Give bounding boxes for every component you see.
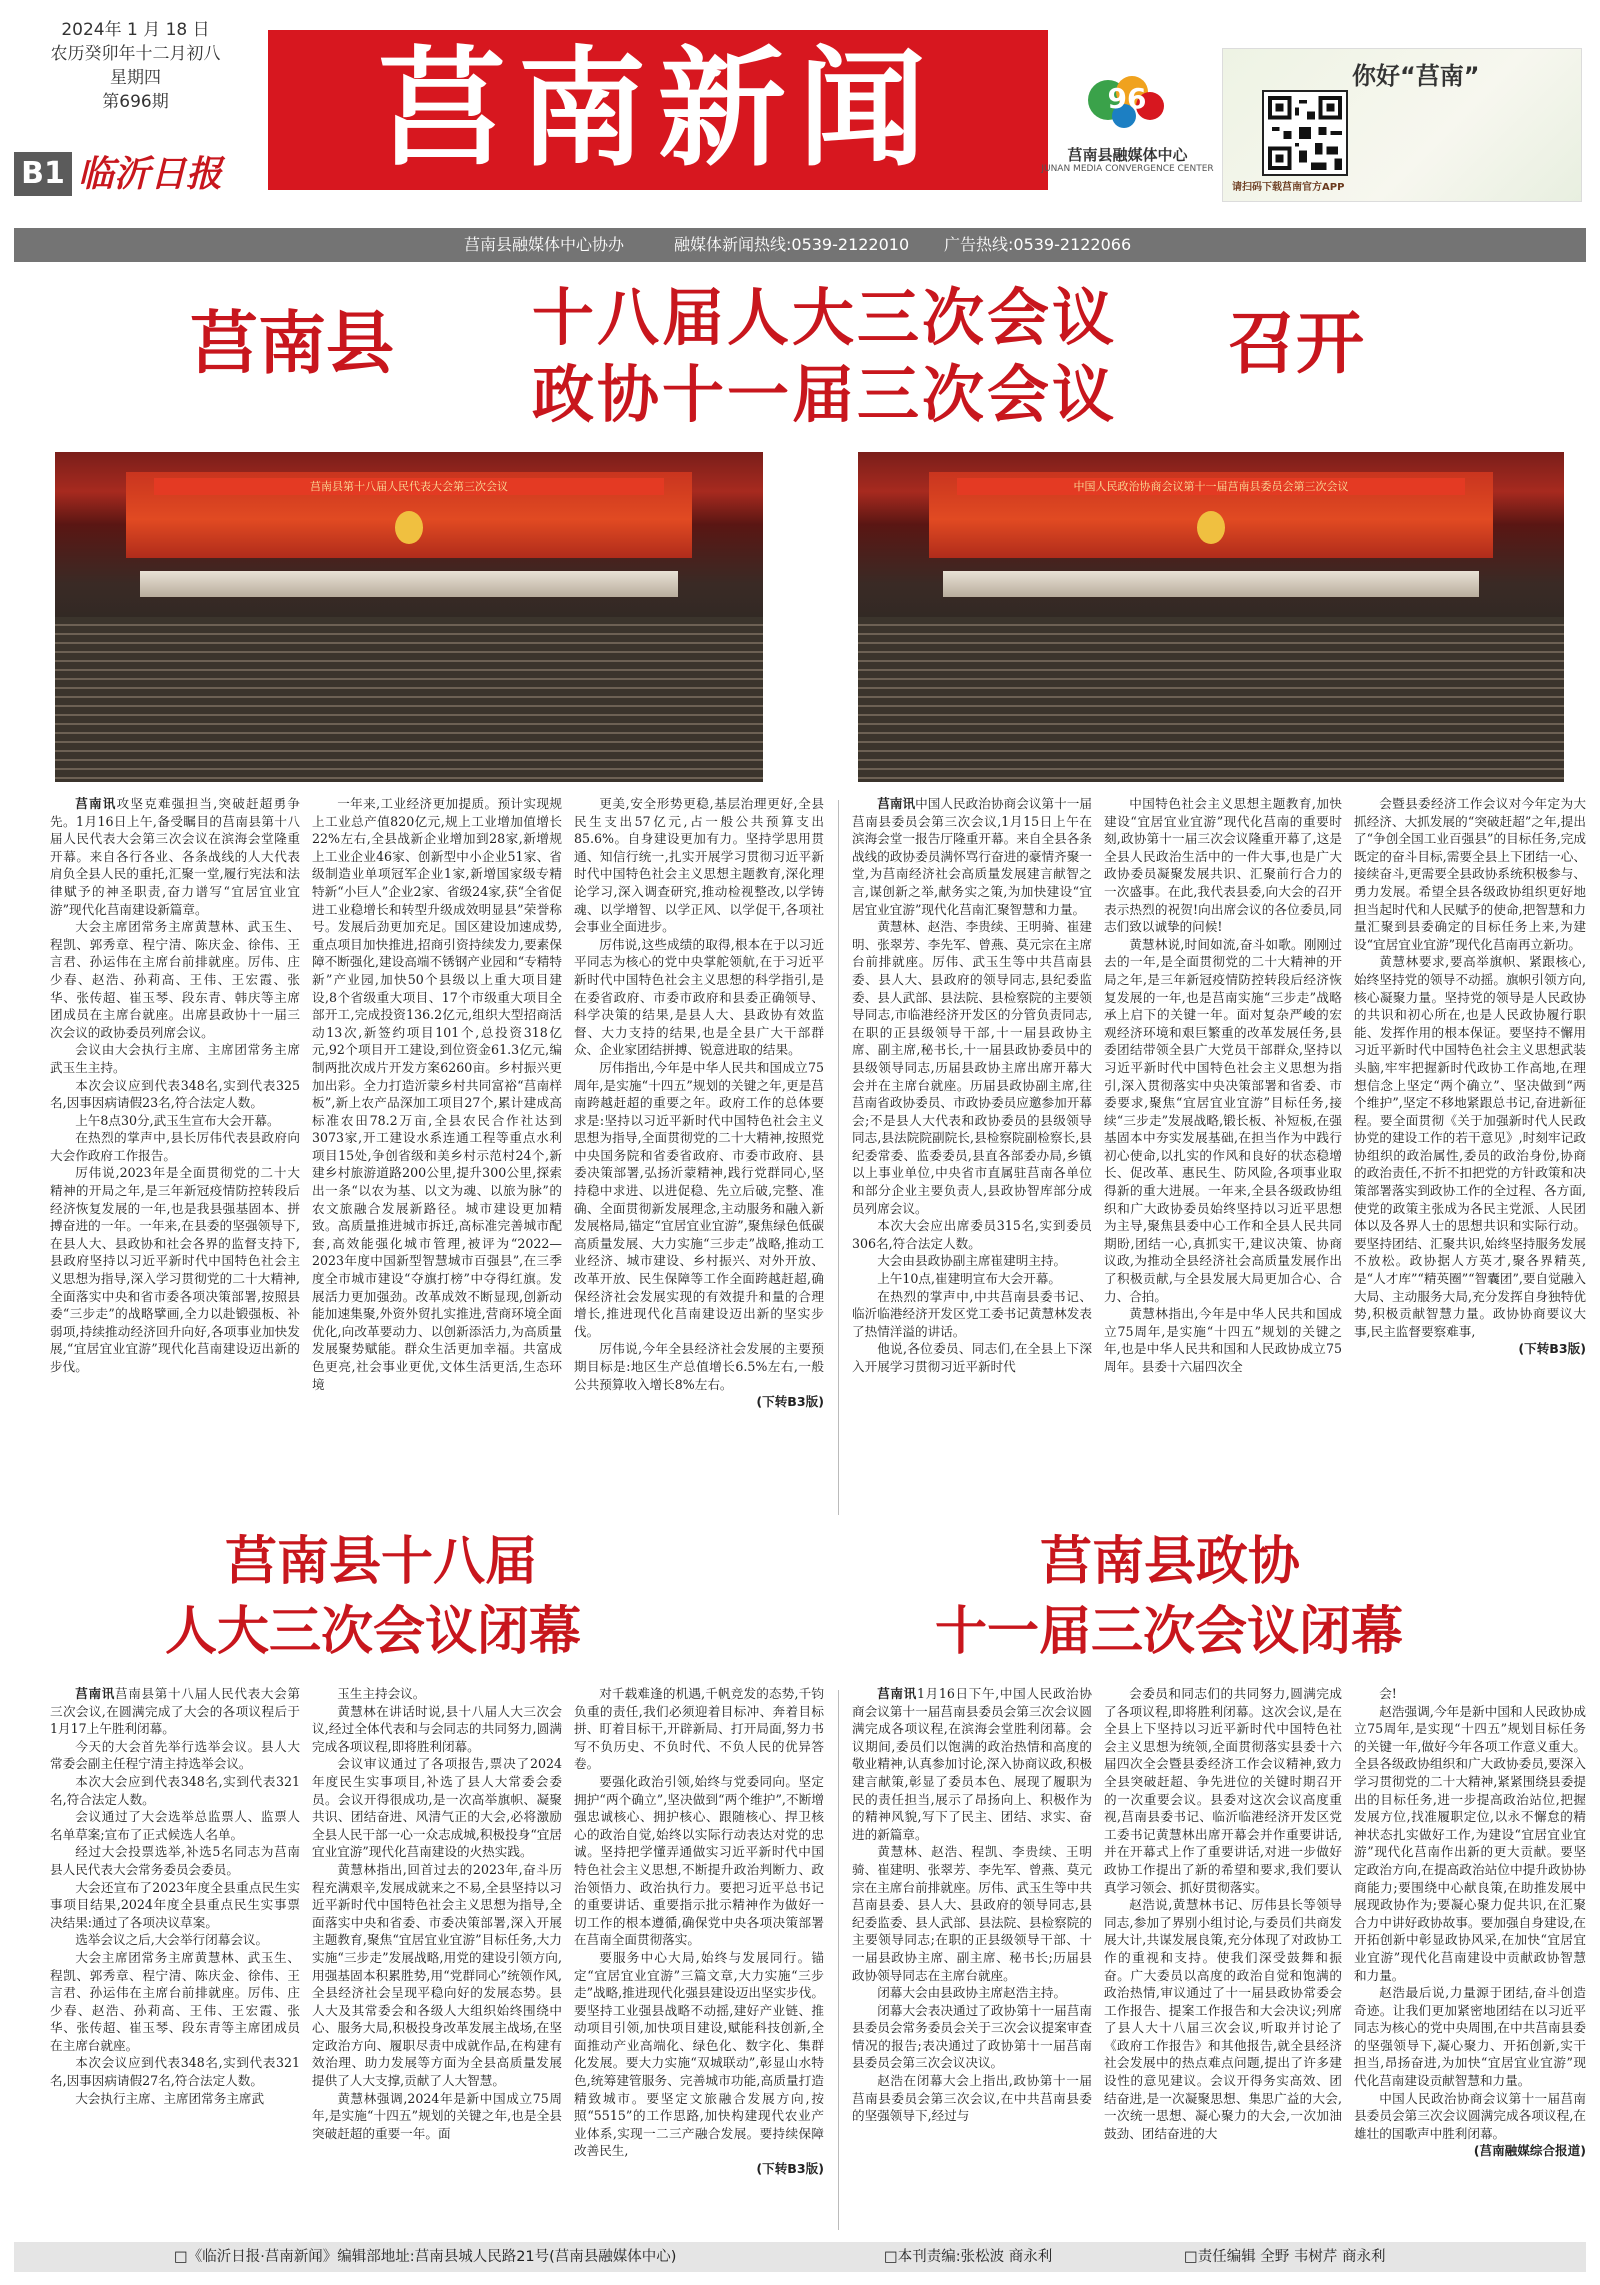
npc-closing-article-col2: 玉生主持会议。 黄慧林在讲话时说,县十八届人大三次会议,经过全体代表和与会同志的共同努力,圆满完成各项议程,即将胜利闭幕。 会议审议通过了各项报告,票决了2024年度民生实事项目,补选了县人大常委会委员。会议开得很成功,是一次高举旗帜、凝聚共识、团结奋进、风清气正的大会,必将激励全县人民干部一心一众志成城,积极投身“宜居宜业宜游”现代化莒南建设的火热实践。 黄慧林指出,回首过去的2023年,奋斗历程充满艰辛,发展成就来之不易,全县坚持以习近平新时代中国特色社会主义思想为指导,全面落实中央和省委、市委决策部署,深入开展主题教育,聚焦“宜居宜业宜游”目标任务,大力实施“三步走”发展战略,用党的建设引领方向,用强基固本积累胜势,用“党群同心”统领作风,全县经济社会呈现平稳向好的发展态势。县人大及其常委会和各级人大组织始终围绕中心、服务大局,积极投身改革发展主战场,在坚定政治方向、履职尽责中成就作品,在构建有效治理、助力发展等方面为全县高质量发展提供了人大支撑,贡献了人大智慧。 黄慧林强调,2024年是新中国成立75周年,是实施“十四五”规划的关键之年,也是全县突破赶超的重要一年。面 xyxy=(312,1686,562,2141)
editorial-address: □《临沂日报·莒南新闻》编辑部地址:莒南县城人民路21号(莒南县融媒体中心) xyxy=(174,2249,677,2265)
column-divider xyxy=(838,1690,839,2230)
chief-editor: □本刊责编:张松波 商永利 xyxy=(884,2249,1053,2265)
cppcc-session-photo xyxy=(858,452,1564,782)
media-center-logo xyxy=(1080,62,1175,132)
npc-opening-article-col3: 更美,安全形势更稳,基层治理更好,全县民生支出57亿元,占一般公共预算支出85.6%。自身建设更加有力。坚持学思用贯通、知信行统一,扎实开展学习贯彻习近平新时代中国特色社会主义思想主题教育,深化理论学习,深入调查研究,推动检视整改,以学铸魂、以学增智、以学正风、以学促干,各项社会事业全面进步。 厉伟说,这些成绩的取得,根本在于以习近平同志为核心的党中央掌舵领航,在于习近平新时代中国特色社会主义思想的科学指引,是在委省政府、市委市政府和县委正确领导、科学决策的结果,是县人大、县政协有效监督、大力支持的结果,也是全县广大干部群众、企业家团结拼搏、锐意进取的结果。 厉伟指出,今年是中华人民共和国成立75周年,是实施“十四五”规划的关键之年,更是莒南跨越赶超的重要之年。政府工作的总体要求是:坚持以习近平新时代中国特色社会主义思想为指导,全面贯彻党的二十大精神,按照党中央国务院和省委省政府、市委市政府、县委决策部署,弘扬沂蒙精神,践行党群同心,坚持稳中求进、以进促稳、先立后破,完整、准确、全面贯彻新发展理念,主动服务和融入新发展格局,锚定“宜居宜业宜游”,聚焦绿色低碳高质量发展、大力实施“三步走”战略,推动工业经济、城市建设、乡村振兴、对外开放、改革开放、民生保障等工作全面跨越赶超,确保经济社会发展实现的有效提升和量的合理增长,推进现代化莒南建设迈出新的坚实步伐。 厉伟说,今年全县经济社会发展的主要预期目标是:地区生产总值增长6.5%左右,一般公共预算收入增长8%左右。 (下转B3版) xyxy=(574,796,824,1410)
media-center-name: 莒南县融媒体中心 xyxy=(1067,146,1188,164)
npc-closing-article-col1: 莒南讯莒南县第十八届人民代表大会第三次会议,在圆满完成了大会的各项议程后于1月17上午胜利闭幕。 今天的大会首先举行选举会议。县人大常委会副主任程宁清主持选举会议。 本次大会应到代表348名,实到代表321名,符合法定人数。 会议通过了大会选举总监票人、监票人名单草案;宣布了正式候选人名单。 经过大会投票选举,补选5名同志为莒南县人民代表大会常务委员会委员。 大会还宣布了2023年度全县重点民生实事项目结果,2024年度全县重点民生实事票决结果:通过了各项决议草案。 选举会议之后,大会举行闭幕会议。 大会主席团常务主席黄慧林、武玉生、程凯、郭秀章、程宁清、陈庆金、徐伟、王言君、孙运伟在主席台前排就座。厉伟、庄少春、赵浩、孙莉高、王伟、王宏霞、张华、张传超、崔玉琴、段东青等主席团成员在主席台就座。 本次会议应到代表348名,实到代表321名,因事因病请假27名,符合法定人数。 大会执行主席、主席团常务主席武 xyxy=(50,1686,300,2106)
npc-session-photo xyxy=(55,452,763,782)
cppcc-opening-article-col1: 莒南讯中国人民政治协商会议第十一届莒南县委员会第三次会议,1月15日上午在滨海会堂一报告厅隆重开幕。来自全县各条战线的政协委员满怀骂行奋进的豪情齐聚一堂,为莒南经济社会高质量发展建言献智之言,谋创新之举,献务实之策,为加快建设“宜居宜业宜游”现代化莒南汇聚智慧和力量。 黄慧林、赵浩、李贵续、王明骑、崔建明、张翠芳、李先军、曾燕、莫元宗在主席台前排就座。厉伟、武玉生等中共莒南县委、县人大、县政府的领导同志,县纪委监委、县人武部、县法院、县检察院的主要领导同志,市临港经济开发区的分管负责同志,在职的正县级领导干部,十一届县政协主席、副主席,秘书长,十一届县政协委员中的县级领导同志,历届县政协主席出席开幕大会并在主席台就座。历届县政协副主席,往莒南省政协委员、市政协委员应邀参加开幕会;不是县人大代表和政协委员的县级领导同志,县法院院副院长,县检察院副检察长,县纪委常委、监委委员,县直各部委办局,乡镇以上事业单位,中央省市直属驻莒南各单位和部分企业主要负责人,县政协智库部分成员列席会议。 本次大会应出席委员315名,实到委员306名,符合法定人数。 大会由县政协副主席崔建明主持。 上午10点,崔建明宣布大会开幕。 在热烈的掌声中,中共莒南县委书记、临沂临港经济开发区党工委书记黄慧林发表了热情洋溢的讲话。 他说,各位委员、同志们,在全县上下深入开展学习贯彻习近平新时代 xyxy=(852,796,1092,1374)
column-divider xyxy=(838,800,839,1515)
cppcc-opening-article-col3: 会暨县委经济工作会议对今年定为大抓经济、大抓发展的“突破赶超”之年,提出了“争创全国工业百强县”的目标任务,完成既定的奋斗目标,需要全县上下团结一心、接续奋斗,更需要全县政协系统积极参与、勇力发展。希望全县各级政协组织更好地担当起时代和人民赋予的使命,把智慧和力量汇聚到县委确定的目标任务上来,为建设“宜居宜业宜游”现代化莒南再立新功。 黄慧林要求,要高举旗帜、紧跟核心,始终坚持党的领导不动摇。旗帜引领方向,核心凝聚力量。坚持党的领导是人民政协的共识和初心所在,也是人民政协履行职能、发挥作用的根本保证。要坚持不懈用习近平新时代中国特色社会主义思想武装头脑,牢牢把握新时代政协工作高地,在理想信念上坚定“两个确立”、坚决做到“两个维护”,坚定不移地紧跟总书记,奋进新征程。要全面贯彻《关于加强新时代人民政协党的建设工作的若干意见》,时刻牢记政协组织的政治属性,委员的政治身份,协商的政治责任,不折不扣把党的方针政策和决策部署落实到政协工作的全过程、各方面,使党的政策主张成为各民主党派、人民团体以及各界人士的思想共识和实际行动。要坚持团结、汇聚共识,始终坚持服务发展不放松。政协据人方英才,聚各界精英,是“人才库”“精英圈”“智囊团”,要自觉融入大局、主动服务大局,充分发挥自身独特优势,积极贡献智慧力量。政协协商要议大事,民主监督要察难事, (下转B3版) xyxy=(1354,796,1586,1357)
cppcc-opening-article-col2: 中国特色社会主义思想主题教育,加快建设“宜居宜业宜游”现代化莒南的重要时刻,政协第十一届三次会议隆重开幕了,这是全县人民政治生活中的一件大事,也是广大政协委员凝聚发展共识、汇聚前行合力的一次盛事。在此,我代表县委,向大会的召开表示热烈的祝贺!向出席会议的各位委员,同志们致以诚挚的问候! 黄慧林说,时间如流,奋斗如歌。刚刚过去的一年,是全面贯彻党的二十大精神的开局之年,是三年新冠疫情防控转段后经济恢复发展的一年,也是莒南实施“三步走”战略承上启下的关键一年。面对复杂严峻的宏观经济环境和艰巨繁重的改革发展任务,县委团结带领全县广大党员干部群众,坚持以习近平新时代中国特色社会主义思想为指引,深入贯彻落实中央决策部署和省委、市委要求,聚焦“宜居宜业宜游”目标任务,接续“三步走”发展战略,锻长板、补短板,在强基固本中夯实发展基础,在担当作为中践行初心使命,以扎实的作风和良好的状态稳增长、促改革、惠民生、防风险,各项事业取得新的重大进展。一年来,全县各级政协组织和广大政协委员始终坚持以习近平思想为主导,聚焦县委中心工作和全县人民共同期盼,团结一心,真抓实干,建议决策、协商议政,为推动全县经济社会高质量发展作出了积极贡献,与全县发展大局更加合心、合力、合拍。 黄慧林指出,今年是中华人民共和国成立75周年,是实施“十四五”规划的关键之年,也是中华人民共和国和人民政协成立75周年。县委十六届四次全 xyxy=(1104,796,1342,1374)
app-promo-title: 你好“莒南” xyxy=(1352,62,1480,90)
headline-convened: 召开 xyxy=(1228,305,1365,384)
npc-photo-banner: 莒南县第十八届人民代表大会第三次会议 xyxy=(154,478,664,495)
report-credit: (莒南融媒综合报道) xyxy=(1473,2143,1586,2159)
continued-marker: (下转B3版) xyxy=(756,2161,824,2177)
qr-code-icon[interactable] xyxy=(1262,90,1348,176)
npc-opening-article-col2: 一年来,工业经济更加提质。预计实现规上工业总产值820亿元,规上工业增加值增长22%左右,全县战新企业增加到28家,新增规上工业企业46家、创新型中小企业51家、省级制造业单项冠军企业1家,新增国家级专精特新“小巨人”企业2家、省级24家,获“全省促进工业稳增长和转型升级成效明显县”荣誉称号。发展后劲更加充足。国区建设加速成势,重点项目加快推进,招商引资持续发力,要素保障不断强化,建设高端不锈钢产业园和“专精特新”产业园,加快50个县级以上重大项目建设,8个省级重大项目、17个市级重大项目全部开工,完成投资136.2亿元,组织大型招商活动13次,新签约项目101个,总投资318亿元,92个项目开工建设,到位资金61.3亿元,编制两批次成片开发方案6260亩。乡村振兴更加出彩。全力打造沂蒙乡村共同富裕“莒南样板”,新上农产品深加工项目27个,累计建成高标准农田78.2万亩,全县农民合作社达到3073家,开工建设水系连通工程等重点水利项目15处,争创省级和美乡村示范村24个,新建乡村旅游道路200公里,提升300公里,探索出一条“以农为基、以文为魂、以旅为脉”的农文旅融合发展新路径。城市建设更加精致。高质量推进城市拆迁,高标准完善城市配套,高效能强化城市管理,被评为“2022—2023年度中国新型智慧城市百强县”,在三季度全市城市建设“夺旗打榜”中夺得红旗。发展活力更加强劲。改革成效不断显现,创新动能加速集聚,外资外贸扎实推进,营商环境全面优化,向改革要动力、以创新添活力,为高质量发展聚势赋能。群众生活更加幸福。共富成色更亮,社会事业更优,文体生活更活,生态环境 xyxy=(312,796,562,1392)
news-hotline: 融媒体新闻热线:0539-2122010 xyxy=(674,235,910,254)
continued-marker: (下转B3版) xyxy=(756,1394,824,1410)
hotline-bar xyxy=(14,228,1586,262)
cppcc-closing-article-col3: 会! 赵浩强调,今年是新中国和人民政协成立75周年,是实现“十四五”规划目标任务的关键一年,做好今年各项工作意义重大。全县各级政协组织和广大政协委员,要深入学习贯彻党的二十大精神,紧紧围绕县委提出的目标任务,进一步提高政治站位,把握发展方位,找准履职定位,以永不懈怠的精神状态扎实做好工作,为建设“宜居宜业宜游”现代化莒南作出新的更大贡献。要坚定政治方向,在提高政治站位中提升政协协商能力;要围绕中心献良策,在助推发展中展现政协作为;要凝心聚力促共识,在汇聚合力中讲好政协故事。要加强自身建设,在开拓创新中彰显政协风采,在加快“宜居宜业宜游”现代化莒南建设中贡献政协智慧和力量。 赵浩最后说,力量源于团结,奋斗创造奇迹。让我们更加紧密地团结在以习近平同志为核心的党中央周围,在中共莒南县委的坚强领导下,凝心聚力、开拓创新,实干担当,昂扬奋进,为加快“宜居宜业宜游”现代化莒南建设贡献智慧和力量。 中国人民政治协商会议第十一届莒南县委员会第三次会议圆满完成各项议程,在雄壮的国歌声中胜利闭幕。 (莒南融媒综合报道) xyxy=(1354,1686,1586,2159)
npc-closing-headline-line1: 莒南县十八届 xyxy=(225,1532,538,1592)
date-block xyxy=(28,18,243,114)
article-dateline: 莒南讯 xyxy=(877,796,916,811)
issue-number: 第696期 xyxy=(102,92,169,112)
partner-paper-logo: 临沂日报 xyxy=(78,153,223,195)
page-footer xyxy=(14,2242,1586,2272)
headline-npc-session: 十八届人大三次会议 xyxy=(532,281,1118,354)
cppcc-closing-headline-line2: 十一届三次会议闭幕 xyxy=(935,1602,1404,1662)
headline-cppcc-session: 政协十一届三次会议 xyxy=(532,358,1118,431)
cppcc-closing-article-col1: 莒南讯1月16日下午,中国人民政治协商会议第十一届莒南县委员会第三次会议圆满完成各项议程,在滨海会堂胜利闭幕。会议期间,委员们以饱满的政治热情和高度的敬业精神,认真参加讨论,深入协商议政,积极建言献策,彰显了委员本色、展现了履职为民的责任担当,展示了昂扬向上、积极作为的精神风貌,写下了民主、团结、求实、奋进的新篇章。 黄慧林、赵浩、程凯、李贵续、王明骑、崔建明、张翠芳、李先军、曾燕、莫元宗在主席台前排就座。厉伟、武玉生等中共莒南县委、县人大、县政府的领导同志,县纪委监委、县人武部、县法院、县检察院的主要领导同志;在职的正县级领导干部、十一届县政协主席、副主席、秘书长;历届县政协领导同志在主席台就座。 闭幕大会由县政协主席赵浩主持。 闭幕大会表决通过了政协第十一届莒南县委员会常务委员会关于三次会议提案审查情况的报告;表决通过了政协第十一届莒南县委员会第三次会议决议。 赵浩在闭幕大会上指出,政协第十一届莒南县委员会第三次会议,在中共莒南县委的坚强领导下,经过与 xyxy=(852,1686,1092,2124)
npc-closing-article-col3: 对千载难逢的机遇,千帆竞发的态势,千钧负重的责任,我们必须迎着目标冲、奔着目标拼、盯着目标干,开辟新局、打开局面,努力书写不负历史、不负时代、不负人民的优异答卷。 要强化政治引领,始终与党委同向。坚定拥护“两个确立”,坚决做到“两个维护”,不断增强忠诚核心、拥护核心、跟随核心、捍卫核心的政治自觉,始终以实际行动表达对党的忠诚。坚持把学懂弄通做实习近平新时代中国特色社会主义思想,不断提升政治判断力、政治领悟力、政治执行力。要把习近平总书记的重要讲话、重要指示批示精神作为做好一切工作的根本遵循,确保党中央各项决策部署在莒南全面贯彻落实。 要服务中心大局,始终与发展同行。锚定“宜居宜业宜游”三篇文章,大力实施“三步走”战略,推进现代化强县建设迈出坚实步伐。要坚持工业强县战略不动摇,建好产业链、推动项目引领,加快项目建设,赋能科技创新,全面推动产业高端化、绿色化、数字化、集群化发展。要大力实施“双城联动”,彰显山水特色,统筹建管服务、完善城市功能,高质量打造精致城市。要坚定文旅融合发展方向,按照“5515”的工作思路,加快构建现代农业产业体系,实现一二三产融合发展。要持续保障改善民生, (下转B3版) xyxy=(574,1686,824,2177)
issue-date: 2024年 1 月 18 日 xyxy=(61,20,210,40)
media-center-name-en: JUNAN MEDIA CONVERGENCE CENTER xyxy=(1041,164,1214,174)
cppcc-closing-article-col2: 会委员和同志们的共同努力,圆满完成了各项议程,即将胜利闭幕。这次会议,是在全县上下坚持以习近平新时代中国特色社会主义思想为统领,全面贯彻落实县委十六届四次全会暨县委经济工作会议精神,致力全县突破赶超、争先进位的关键时期召开的一次重要会议。县委对这次会议高度重视,莒南县委书记、临沂临港经济开发区党工委书记黄慧林出席开幕会并作重要讲话,并在开幕式上作了重要讲话,对进一步做好政协工作提出了新的希望和要求,我们要认真学习领会、抓好贯彻落实。 赵浩说,黄慧林书记、厉伟县长等领导同志,参加了界别小组讨论,与委员们共商发展大计,共谋发展良策,充分体现了对政协工作的重视和支持。使我们深受鼓舞和振奋。广大委员以高度的政治自觉和饱满的政治热情,审议通过了十一届县政协常委会工作报告、提案工作报告和大会决议;列席了县人大十八届三次会议,听取并讨论了《政府工作报告》和其他报告,就全县经济社会发展中的热点难点问题,提出了许多建设性的意见建议。会议开得务实高效、团结奋进,是一次凝聚思想、集思广益的大会,一次统一思想、凝心聚力的大会,一次加油鼓劲、团结奋进的大 xyxy=(1104,1686,1342,2141)
continued-marker: (下转B3版) xyxy=(1518,1341,1586,1357)
npc-closing-headline-line2: 人大三次会议闭幕 xyxy=(165,1602,582,1662)
masthead-title: 莒南新闻 xyxy=(268,30,1048,190)
organizer-text: 莒南县融媒体中心协办 xyxy=(464,235,625,254)
article-dateline: 莒南讯 xyxy=(75,1686,115,1701)
ad-hotline: 广告热线:0539-2122066 xyxy=(944,235,1132,254)
headline-county: 莒南县 xyxy=(190,305,395,384)
weekday: 星期四 xyxy=(110,68,161,88)
article-dateline: 莒南讯 xyxy=(75,796,117,811)
article-dateline: 莒南讯 xyxy=(877,1686,917,1701)
lunar-date: 农历癸卯年十二月初八 xyxy=(50,44,221,64)
cppcc-photo-banner: 中国人民政治协商会议第十一届莒南县委员会第三次会议 xyxy=(957,478,1465,495)
cppcc-closing-headline-line1: 莒南县政协 xyxy=(1040,1532,1301,1592)
app-download-hint: 请扫码下载莒南官方APP xyxy=(1232,182,1345,193)
page-number: B1 xyxy=(14,152,72,196)
npc-opening-article-col1: 莒南讯攻坚克难强担当,突破赶超勇争先。1月16日上午,备受瞩目的莒南县第十八届人民代表大会第三次会议在滨海会堂隆重开幕。来自各行各业、各条战线的人大代表肩负全县人民的重托,汇聚一堂,履行宪法和法律赋予的神圣职责,奋力谱写“宜居宜业宜游”现代化莒南建设新篇章。 大会主席团常务主席黄慧林、武玉生、程凯、郭秀章、程宁清、陈庆金、徐伟、王言君、孙运伟在主席台前排就座。厉伟、庄少春、赵浩、孙莉高、王伟、王宏霞、张华、张传超、崔玉琴、段东青、韩庆等主席团成员在主席台就座。出席县政协十一届三次会议的政协委员列席会议。 会议由大会执行主席、主席团常务主席武玉生主持。 本次会议应到代表348名,实到代表325名,因事因病请假23名,符合法定人数。 上午8点30分,武玉生宣布大会开幕。 在热烈的掌声中,县长厉伟代表县政府向大会作政府工作报告。 厉伟说,2023年是全面贯彻党的二十大精神的开局之年,是三年新冠疫情防控转段后经济恢复发展的一年,也是我县强基固本、拼搏奋进的一年。一年来,在县委的坚强领导下,在县人大、县政协和社会各界的监督支持下,县政府坚持以习近平新时代中国特色社会主义思想为指导,深入学习贯彻党的二十大精神,全面落实中央和省市委各项决策部署,按照县委“三步走”的战略擘画,全力以赴锻强板、补弱项,持续推动经济回升向好,各项事业加快发展,“宜居宜业宜游”现代化莒南建设迈出新的步伐。 xyxy=(50,796,300,1374)
duty-editor: □责任编辑 全野 韦树芹 商永利 xyxy=(1184,2249,1386,2265)
svg-text:96: 96 xyxy=(1107,82,1147,115)
